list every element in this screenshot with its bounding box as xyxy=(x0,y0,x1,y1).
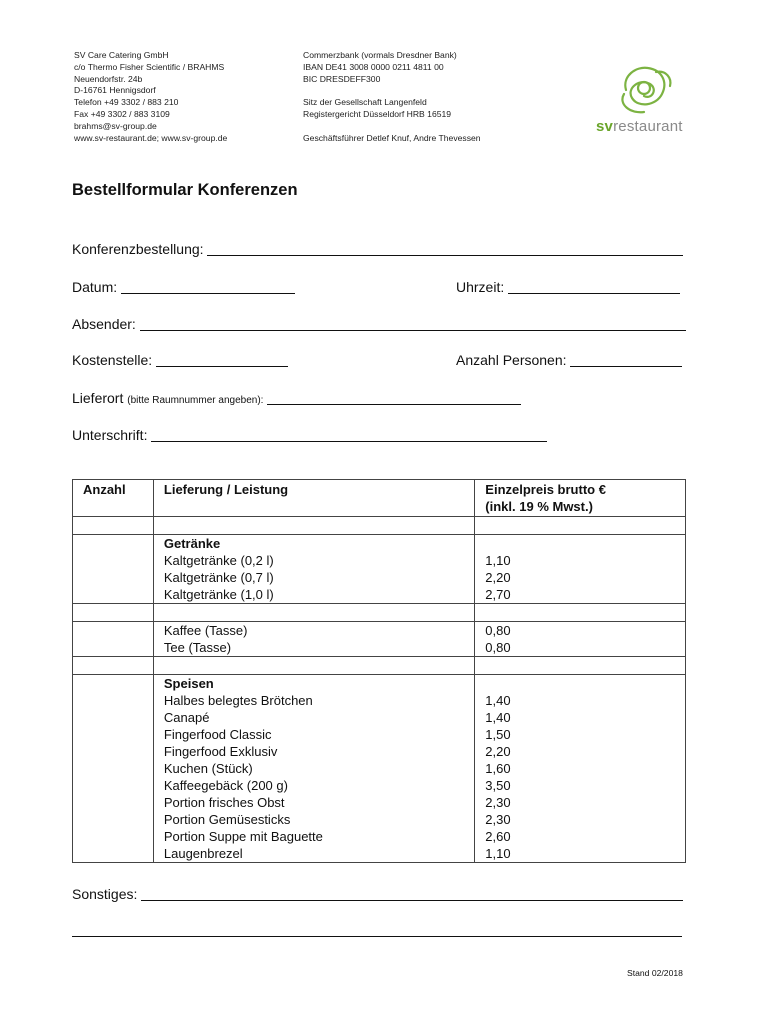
item: Kaltgetränke (0,7 l) xyxy=(163,570,274,585)
kostenstelle-row xyxy=(72,350,288,368)
price: 1,40 xyxy=(485,693,511,708)
getraenke-cell xyxy=(153,535,474,604)
item: Tee (Tasse) xyxy=(163,640,232,655)
sonstiges-field[interactable] xyxy=(141,886,683,901)
price: 0,80 xyxy=(485,623,511,638)
table-header-row xyxy=(73,480,686,517)
price: 2,30 xyxy=(485,795,511,810)
datum-label: Datum: xyxy=(72,279,118,295)
page-title: Bestellformular Konferenzen xyxy=(72,181,298,199)
item: Laugenbrezel xyxy=(163,846,243,861)
item: Kaltgetränke (1,0 l) xyxy=(163,587,274,602)
uhrzeit-label: Uhrzeit: xyxy=(456,279,505,295)
price: 0,80 xyxy=(485,640,511,655)
lieferort-row xyxy=(72,388,521,406)
bank-bic: BIC DRESDEFF300 xyxy=(303,73,381,84)
personen-label: Anzahl Personen: xyxy=(456,352,567,368)
table-row xyxy=(73,622,686,657)
qty-cell[interactable] xyxy=(73,535,154,604)
lieferort-field[interactable] xyxy=(267,390,521,405)
company-web: www.sv-restaurant.de; www.sv-group.de xyxy=(74,132,228,143)
header-leistung: Lieferung / Leistung xyxy=(153,480,474,517)
company-legal-block xyxy=(303,50,481,144)
header-preis-line1: Einzelpreis brutto € xyxy=(485,482,606,497)
unterschrift-row xyxy=(72,425,547,443)
price: 3,50 xyxy=(485,778,511,793)
datum-field[interactable] xyxy=(121,279,295,294)
qty-cell[interactable] xyxy=(73,604,154,622)
item: Portion Suppe mit Baguette xyxy=(163,829,323,844)
sonstiges-label: Sonstiges: xyxy=(72,886,138,902)
speisen-cell xyxy=(153,675,474,863)
item: Kaffeegebäck (200 g) xyxy=(163,778,288,793)
company-street: Neuendorfstr. 24b xyxy=(74,73,143,84)
price: 2,70 xyxy=(485,587,511,602)
kostenstelle-label: Kostenstelle: xyxy=(72,352,153,368)
getraenke-prices xyxy=(475,535,686,604)
price: 2,20 xyxy=(485,570,511,585)
company-fax: Fax +49 3302 / 883 3109 xyxy=(74,108,170,119)
qty-cell[interactable] xyxy=(73,657,154,675)
konferenz-label: Konferenzbestellung: xyxy=(72,241,204,257)
header-preis-line2: (inkl. 19 % Mwst.) xyxy=(485,499,593,514)
company-name: SV Care Catering GmbH xyxy=(74,50,169,60)
section-speisen: Speisen xyxy=(163,676,214,691)
konferenz-row xyxy=(72,239,683,257)
company-address-block xyxy=(74,50,227,144)
item: Fingerfood Classic xyxy=(163,727,272,742)
item: Kaltgetränke (0,2 l) xyxy=(163,553,274,568)
heiss-cell xyxy=(153,622,474,657)
stand-date: Stand 02/2018 xyxy=(627,968,683,978)
personen-row xyxy=(456,350,682,368)
price: 2,30 xyxy=(485,812,511,827)
uhrzeit-field[interactable] xyxy=(508,279,680,294)
order-table xyxy=(72,479,686,863)
item: Kaffee (Tasse) xyxy=(163,623,248,638)
logo-wordmark: svrestaurant xyxy=(596,118,683,135)
table-row xyxy=(73,604,686,622)
personen-field[interactable] xyxy=(570,352,682,367)
item: Fingerfood Exklusiv xyxy=(163,744,278,759)
konferenz-field[interactable] xyxy=(207,241,683,256)
table-row xyxy=(73,517,686,535)
kostenstelle-field[interactable] xyxy=(156,352,288,367)
absender-label: Absender: xyxy=(72,316,136,332)
item: Halbes belegtes Brötchen xyxy=(163,693,313,708)
absender-field[interactable] xyxy=(140,316,686,331)
table-row xyxy=(73,535,686,604)
bank-name: Commerzbank (vormals Dresdner Bank) xyxy=(303,50,457,60)
bank-iban: IBAN DE41 3008 0000 0211 4811 00 xyxy=(303,61,444,72)
qty-cell[interactable] xyxy=(73,675,154,863)
item: Portion frisches Obst xyxy=(163,795,285,810)
uhrzeit-row xyxy=(456,277,680,295)
company-email: brahms@sv-group.de xyxy=(74,120,157,131)
sonstiges-field-2[interactable] xyxy=(72,922,682,937)
item: Canapé xyxy=(163,710,210,725)
company-register: Registergericht Düsseldorf HRB 16519 xyxy=(303,108,452,119)
company-city: D-16761 Hennigsdorf xyxy=(74,85,156,96)
absender-row xyxy=(72,314,686,332)
price: 1,50 xyxy=(485,727,511,742)
qty-cell[interactable] xyxy=(73,622,154,657)
price: 1,10 xyxy=(485,846,511,861)
price: 1,40 xyxy=(485,710,511,725)
header-preis xyxy=(475,480,686,517)
price: 2,60 xyxy=(485,829,511,844)
item: Portion Gemüsesticks xyxy=(163,812,291,827)
table-row xyxy=(73,675,686,863)
price: 2,20 xyxy=(485,744,511,759)
unterschrift-label: Unterschrift: xyxy=(72,427,148,443)
sonstiges-row-2 xyxy=(72,920,682,938)
unterschrift-field[interactable] xyxy=(151,427,547,442)
company-co: c/o Thermo Fisher Scientific / BRAHMS xyxy=(74,61,225,72)
speisen-prices xyxy=(475,675,686,863)
table-row xyxy=(73,657,686,675)
datum-row xyxy=(72,277,295,295)
header-anzahl: Anzahl xyxy=(73,480,154,517)
lieferort-label: Lieferort xyxy=(72,390,124,406)
section-getraenke: Getränke xyxy=(163,536,221,551)
company-phone: Telefon +49 3302 / 883 210 xyxy=(74,97,179,108)
sonstiges-row xyxy=(72,884,683,902)
company-seat: Sitz der Gesellschaft Langenfeld xyxy=(303,97,427,108)
price: 1,10 xyxy=(485,553,511,568)
item: Kuchen (Stück) xyxy=(163,761,253,776)
company-management: Geschäftsführer Detlef Knuf, Andre Thevessen xyxy=(303,132,481,143)
qty-cell[interactable] xyxy=(73,517,154,535)
heiss-prices xyxy=(475,622,686,657)
price: 1,60 xyxy=(485,761,511,776)
lieferort-hint: (bitte Raumnummer angeben): xyxy=(127,395,264,406)
